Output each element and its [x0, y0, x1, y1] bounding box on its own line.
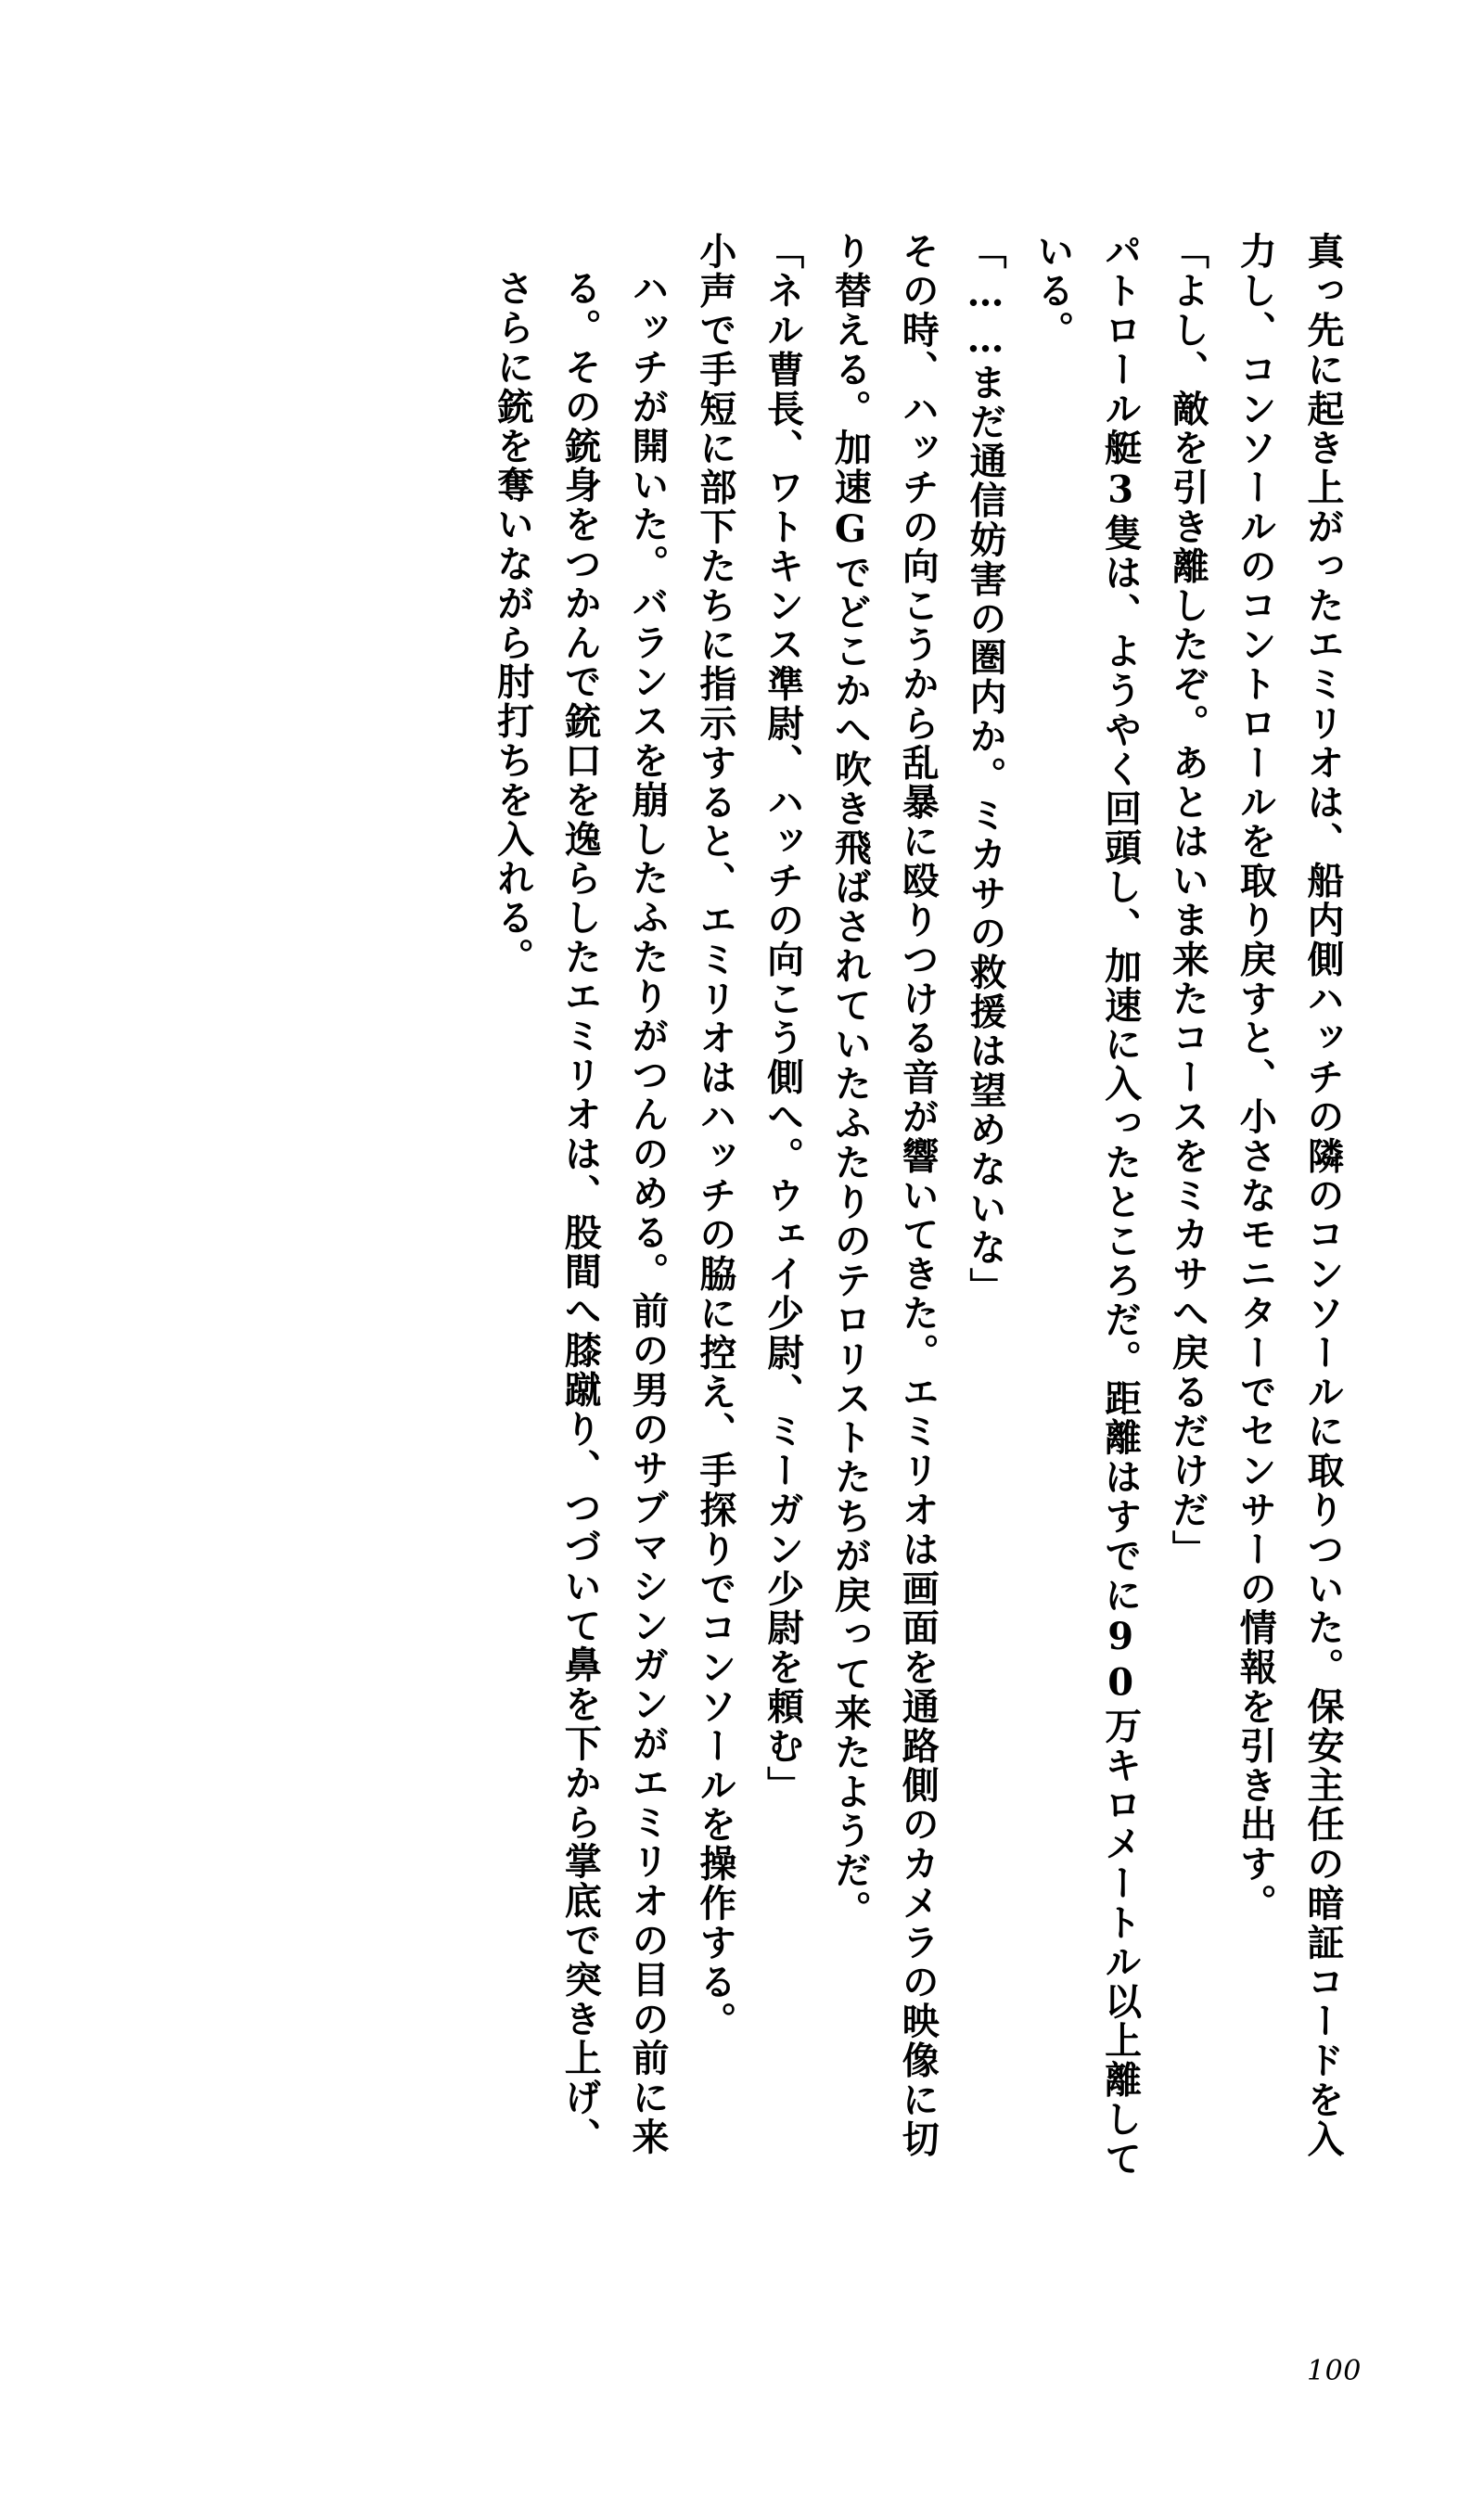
paragraph: 真っ先に起き上がったエミリオは、船内側ハッチの隣のコンソールに取りついた。保安主任の暗証コードを入力し、コンソールのコントロールを取り戻すと、小さなモニターでセンサーの情報を引き出す。 [1234, 232, 1345, 2159]
paragraph: 「ネル曹長、ワトキンス準尉、ハッチの向こう側へ。ウェイ少尉、ミーガン少尉を頼む」 [761, 232, 805, 1805]
page-text-body [141, 232, 1356, 2180]
paragraph: ハッチが開いた。バランスを崩したふたりがつんのめる。前の男のサブマシンガンがエミリオの目の前に来る。その銃身をつかんで銃口を逸らしたエミリオは、股間へ膝蹴り、つづいて鼻を下から掌底で突き上げ、さらに銃を奪いながら肘打ちを入れる。 [491, 269, 671, 2157]
paragraph: その時、ハッチの向こうから乱暴に殴りつける音が響いてきた。エミリオは画面を通路側のカメラの映像に切り替える。加速Gでどこかへ吹き飛ばされていたふたりのテロリストたちが戻って来たようだ。 [828, 232, 940, 2159]
paragraph: 「……まだ通信妨害の圏内か。ミカサの救援は望めないな」 [964, 232, 1008, 1307]
page-number: 100 [1306, 2355, 1362, 2387]
paragraph: パトロール艇3隻は、ようやく回頭し、加速に入ったところだ。距離はすでに90万キロメートル以上離している。 [1030, 232, 1143, 2179]
paragraph: 「よし、敵を引き離したぞ。あとはいま来たコースをミカサへ戻るだけだ」 [1166, 232, 1210, 1569]
paragraph: 小声で手短に部下たちに指示すると、エミリオはハッチの脇に控え、手探りでコンソールを操作する。 [693, 232, 737, 2041]
